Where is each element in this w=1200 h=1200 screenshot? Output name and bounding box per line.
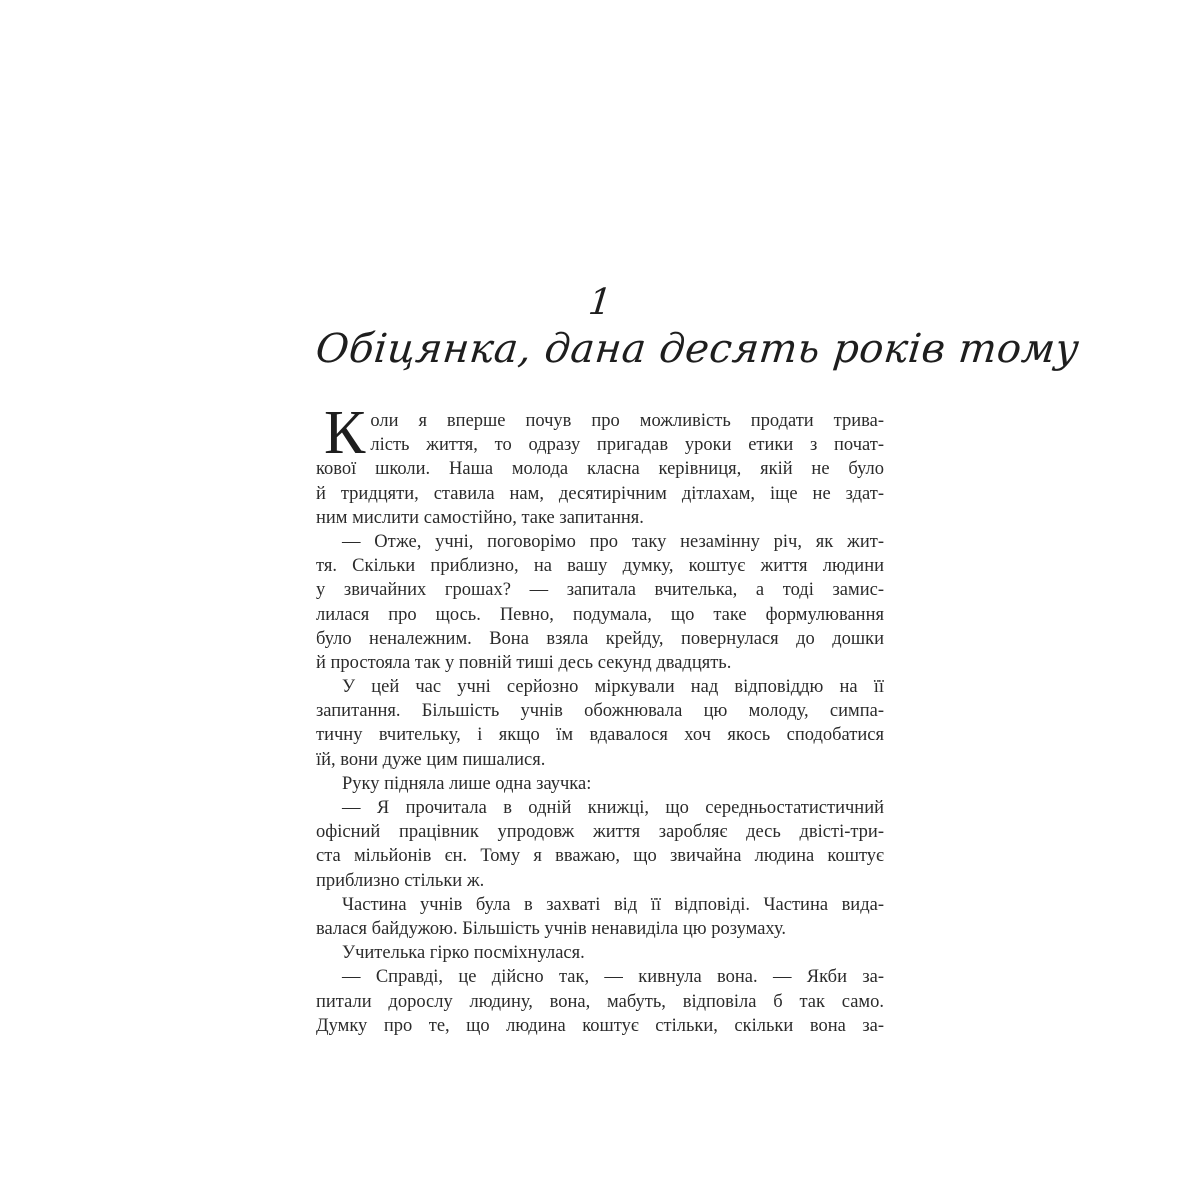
text-line: У цей час учні серйозно міркували над відповіддю на її [342, 677, 884, 698]
text-line: їй, вони дуже цим пишалися. [316, 749, 546, 770]
text-line: було неналежним. Вона взяла крейду, повернулася до дошки [316, 628, 884, 649]
text-line: й простояла так у повній тиші десь секунд двадцять. [316, 652, 732, 673]
paragraph [316, 893, 884, 941]
text-line: питали дорослу людину, вона, мабуть, відповіла б так само. [316, 991, 884, 1012]
body-text [316, 399, 884, 1038]
text-line: Частина учнів була в захваті від її відповіді. Частина вида- [342, 894, 884, 915]
drop-cap: К [324, 399, 366, 467]
paragraph [316, 772, 884, 796]
text-line: кової школи. Наша молода класна керівниця, якій не було [316, 459, 884, 480]
text-line: й тридцяти, ставила нам, десятирічним дітлахам, іще не здат- [316, 483, 884, 504]
text-line: лість життя, то одразу пригадав уроки етики з почат- [370, 435, 884, 456]
paragraph [316, 399, 884, 530]
text-line: офісний працівник упродовж життя заробляє десь двісті-три- [316, 822, 884, 843]
text-line: оли я вперше почув про можливість продати трива- [370, 411, 884, 431]
text-line: лилася про щось. Певно, подумала, що таке формулювання [316, 604, 884, 625]
text-line: — Я прочитала в одній книжці, що середньостатистичний [342, 798, 884, 818]
chapter-title: Обіцянка, дана десять років тому [313, 326, 1082, 372]
chapter-number: 1 [586, 282, 614, 323]
paragraph [316, 965, 884, 1038]
text-line: Руку підняла лише одна заучка: [342, 773, 592, 794]
text-line: у звичайних грошах? — запитала вчителька, а тоді замис- [316, 580, 884, 601]
text-column [313, 282, 1082, 1038]
text-line: — Справді, це дійсно так, — кивнула вона. — Якби за- [342, 967, 884, 988]
paragraph [316, 530, 884, 675]
text-line: запитання. Більшість учнів обожнювала цю молоду, симпа- [316, 701, 884, 722]
text-line: валася байдужою. Більшість учнів ненавиділа цю розумаху. [316, 918, 786, 939]
text-line: ста мільйонів єн. Тому я вважаю, що звичайна людина коштує [316, 846, 884, 867]
text-line: тя. Скільки приблизно, на вашу думку, коштує життя людини [316, 556, 884, 577]
text-line: ним мислити самостійно, таке запитання. [316, 507, 644, 528]
text-line: Думку про те, що людина коштує стільки, скільки вона за- [316, 1015, 884, 1036]
text-line: Учителька гірко посміхнулася. [342, 943, 585, 964]
paragraph [316, 675, 884, 772]
text-line: — Отже, учні, поговорімо про таку незамінну річ, як жит- [342, 531, 884, 552]
text-line: тичну вчительку, і якщо їм вдавалося хоч якось сподобатися [316, 725, 884, 746]
paragraph [316, 796, 884, 893]
text-line: приблизно стільки ж. [316, 870, 485, 891]
paragraph [316, 941, 884, 965]
